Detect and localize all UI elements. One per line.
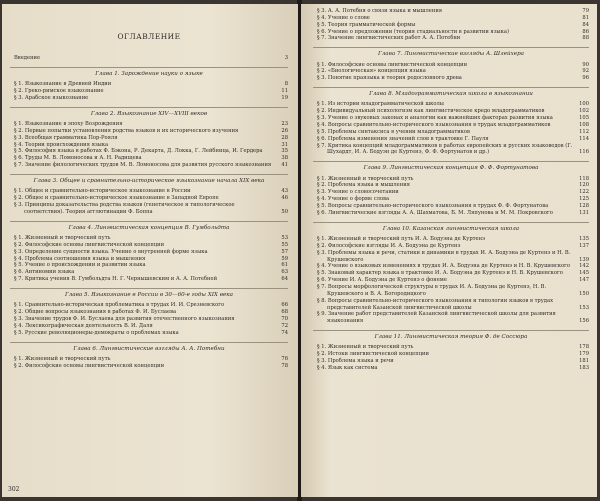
chapter-title: Глава 3. Общее и сравнительно-историческое языкознание начала XIX века (10, 174, 288, 185)
toc-entry (10, 235, 288, 242)
toc-entry-page: 84 (582, 21, 589, 28)
chapter-title: Глава 1. Зарождение науки о языке (10, 67, 288, 78)
toc-entry-page: 53 (281, 234, 288, 241)
toc-entry-text: § 1. Сравнительно-историческая проблематика в трудах И. И. Срезневского (14, 302, 225, 309)
chapter-title: Глава 11. Лингвистическая теория Ф. де Соссюра (313, 330, 589, 341)
toc-entry-text: § 7. Значение филологических трудов М. В. Ломоносова для развития русского языкознания (14, 162, 272, 169)
toc-entry-page: 43 (281, 188, 288, 195)
toc-entry (313, 365, 589, 372)
toc-entry-page: 26 (281, 127, 288, 134)
toc-entry-page: 63 (281, 269, 288, 276)
toc-entry-page: 72 (281, 322, 288, 329)
toc-entry-page: 8 (284, 81, 288, 88)
toc-entry (313, 122, 589, 129)
toc-entry (313, 250, 589, 264)
toc-entry (313, 284, 589, 298)
toc-entry-text: § 5. Философия языка в работах Ф. Бэкона, Р. Декарта, Д. Локка, Г. Лейбница, И. Гердера (14, 148, 263, 155)
toc-entry-page: 76 (281, 355, 288, 362)
toc-entry (313, 236, 589, 243)
toc-entry-page: 116 (579, 149, 589, 156)
toc-entry-page: 41 (281, 162, 288, 169)
chapter-title: Глава 5. Языкознание в России в 30—60-е годы XIX века (10, 288, 288, 299)
toc-entry (313, 35, 589, 42)
toc-entry (313, 15, 589, 22)
toc-entry-text: § 2. Философские основы лингвистической концепции (14, 362, 165, 369)
toc-entry-text: § 1. Философские основы лингвистической концепции (317, 61, 468, 68)
toc-entry-text: § 5. Знаковый характер языка в трактовке И. А. Бодуэна де Куртенэ и Н. В. Крушевского (317, 270, 563, 277)
toc-entry-text: § 1. Жизненный и творческий путь (317, 344, 414, 351)
toc-entry-page: 179 (579, 351, 589, 358)
toc-entry-page: 131 (579, 209, 589, 216)
toc-entry-text: § 1. Языкознание в эпоху Возрождения (14, 120, 123, 127)
page-number: 302 (8, 486, 20, 493)
toc-entry-page: 181 (579, 358, 589, 365)
toc-entry (10, 316, 288, 323)
toc-entry (313, 298, 589, 312)
toc-entry-page: 3 (284, 55, 288, 61)
toc-entry-text: § 3. Принципы доказательства родства языков (генетическое и типологическое соответствия). Теория агглютинации Ф. Боппа (14, 201, 235, 215)
toc-entry-text: § 1. Языкознание в Древней Индии (14, 81, 112, 88)
toc-entry-page: 150 (579, 290, 589, 297)
toc-entry-page: 57 (281, 248, 288, 255)
toc-entry-page: 68 (281, 309, 288, 316)
toc-entry-text: § 6. Лингвистические взгляды А. А. Шахматова, Б. М. Ляпунова и М. М. Покровского (317, 209, 553, 216)
toc-entry-page: 28 (281, 134, 288, 141)
chapter-title: Глава 9. Лингвистическая концепция Ф. Ф. Фортунатова (313, 161, 589, 172)
toc-entry (313, 277, 589, 284)
toc-entry-page: 135 (579, 235, 589, 242)
toc-entry (313, 203, 589, 210)
toc-entry-page: 64 (281, 276, 288, 283)
toc-entry (313, 143, 589, 157)
toc-entry-text: § 6. Труды М. В. Ломоносова и А. Н. Радищева (14, 155, 142, 162)
toc-entry (313, 243, 589, 250)
toc-entry-text: § 3. Всеобщая грамматика Пор-Рояля (14, 134, 118, 141)
toc-entry-page: 31 (281, 141, 288, 148)
chapter-title: Глава 8. Младограмматическая школа в языкознании (313, 87, 589, 98)
chapter-title: Глава 4. Лингвистическая концепция В. Гумбольдта (10, 221, 288, 232)
toc-entry-text: § 1. Жизненный и творческий путь (14, 234, 111, 241)
toc-entry (10, 309, 288, 316)
toc-entry-page: 139 (579, 256, 589, 263)
toc-entry-text: § 1. Жизненный и творческий путь (317, 175, 414, 182)
toc-entry-page: 145 (579, 270, 589, 277)
toc-entry (10, 256, 288, 263)
toc-entry (313, 358, 589, 365)
toc-entry-text: § 3. Арабское языкознание (14, 94, 89, 101)
toc-entry-page: 81 (582, 14, 589, 21)
toc-entry-text: § 2. Истоки лингвистической концепции (317, 351, 429, 358)
left-page (2, 4, 298, 497)
toc-entry (313, 263, 589, 270)
toc-entry-page: 156 (579, 318, 589, 325)
toc-entry (313, 210, 589, 217)
toc-entry-page: 38 (281, 155, 288, 162)
toc-entry (10, 162, 288, 169)
toc-entry (10, 121, 288, 128)
toc-entry-text: § 5. Проблемы синтаксиса в учении младограмматиков (317, 128, 470, 135)
toc-entry-text: § 7. Вопросы морфологической структуры в трудах И. А. Бодуэна де Куртенэ, Н. В. Крушевского и В. А. Богородицкого (317, 283, 547, 297)
right-top-entries (313, 8, 589, 42)
toc-entry-text: § 2. «Биологическая» концепция языка (317, 68, 426, 75)
toc-entry-page: 142 (579, 263, 589, 270)
toc-entry-text: § 2. Проблема языка и мышления (317, 182, 410, 189)
toc-entry-page: 114 (579, 135, 589, 142)
toc-entry-text: § 6. Учение о предложении (теория стадиальности в развитии языка) (317, 28, 510, 35)
toc-entry-text: § 2. Общие вопросы языкознания в работах Ф. И. Буслаева (14, 309, 177, 316)
toc-entry-text: § 3. А. А. Потебня о связи языка и мышления (317, 8, 443, 14)
toc-entry-text: § 3. Значение трудов Ф. И. Буслаева для развития отечественного языкознания (14, 315, 235, 322)
toc-entry-text: § 2. Общее и сравнительно-историческое языкознание в Западной Европе (14, 195, 219, 202)
toc-entry (10, 242, 288, 249)
toc-entry-text: § 1. Общее и сравнительно-историческое языкознание в России (14, 188, 191, 195)
chapter-title: Глава 6. Лингвистические взгляды А. А. Потебни (10, 342, 288, 353)
toc-entry-page: 11 (281, 87, 288, 94)
toc-entry-page: 102 (579, 108, 589, 115)
toc-entry (10, 88, 288, 95)
toc-entry-page: 178 (579, 344, 589, 351)
toc-entry (10, 363, 288, 370)
toc-entry-text: § 6. Проблема изменения значений слов в трактовке Г. Пауля (317, 135, 489, 142)
toc-entry-text: § 2. Первые попытки установления родства языков и их исторического изучения (14, 127, 239, 134)
toc-entry-text: § 3. Понятие праязыка и теория родословного древа (317, 75, 462, 82)
chapter-title: Глава 7. Лингвистические взгляды А. Шлейхера (313, 47, 589, 58)
toc-entry (313, 8, 589, 15)
toc-entry-page: 66 (281, 302, 288, 309)
toc-entry (10, 356, 288, 363)
left-toc (10, 67, 288, 370)
toc-entry-page: 35 (281, 148, 288, 155)
toc-entry-text: § 7. Критика концепций младограмматиков в работах европейских и русских языковедов (Г. Шухардт, И. А. Бодуэн де Куртенэ, Ф. Ф. Фортунатов и др.) (317, 142, 573, 156)
toc-entry (313, 196, 589, 203)
toc-entry-page: 112 (579, 128, 589, 135)
chapter-title: Глава 10. Казанская лингвистическая школа (313, 222, 589, 233)
toc-entry-page: 78 (281, 362, 288, 369)
toc-entry-page: 55 (281, 241, 288, 248)
toc-entry (10, 55, 288, 62)
page-heading: ОГЛАВЛЕНИЕ (117, 32, 181, 41)
toc-entry-text: § 7. Критика учения В. Гумбольдта Н. Г. Чернышевским и А. А. Потебней (14, 276, 218, 283)
toc-entry-page: 96 (582, 75, 589, 82)
toc-entry-page: 183 (579, 364, 589, 371)
toc-entry-page: 46 (281, 195, 288, 202)
toc-entry-page: 23 (281, 120, 288, 127)
toc-entry (313, 101, 589, 108)
toc-entry-page: 86 (582, 28, 589, 35)
toc-entry (313, 62, 589, 69)
toc-entry-page: 122 (579, 189, 589, 196)
toc-entry-text: § 2. Философские основы лингвистической концепции (14, 241, 165, 248)
toc-entry-page: 108 (579, 121, 589, 128)
toc-entry-page: 70 (281, 315, 288, 322)
toc-entry-page: 74 (281, 329, 288, 336)
toc-entry (313, 182, 589, 189)
toc-entry-page: 50 (281, 208, 288, 215)
right-page (301, 4, 597, 497)
toc-entry (313, 68, 589, 75)
toc-entry (10, 330, 288, 337)
toc-entry-page: 147 (579, 277, 589, 284)
toc-entry-text: § 5. Учение о происхождении и развитии языка (14, 262, 146, 269)
toc-entry-text: § 1. Жизненный и творческий путь И. А. Бодуэна де Куртенэ (317, 235, 485, 242)
toc-entry-text: § 1. Из истории младограмматической школы (317, 101, 444, 108)
toc-entry (313, 22, 589, 29)
toc-entry-text: § 3. Учение о словосочетании (317, 189, 399, 196)
toc-entry-text: § 4. Проблема соотношения языка и мышления (14, 255, 146, 262)
toc-entry (313, 115, 589, 122)
toc-entry-page: 137 (579, 242, 589, 249)
toc-entry-text: § 9. Значение работ представителей Казанской лингвистической школы для развития языкознания (317, 311, 556, 325)
toc-entry-text: § 8. Вопросы сравнительно-исторического языкознания и типологии языков в трудах представителей Казанской лингвистической школы (317, 297, 554, 311)
toc-entry-text: § 6. Антиномии языка (14, 269, 75, 276)
toc-entry (10, 128, 288, 135)
toc-entry (10, 195, 288, 202)
toc-entry (10, 323, 288, 330)
toc-entry-text: § 4. Теории происхождения языка (14, 141, 109, 148)
toc-entry-text: § 2. Философские взгляды И. А. Бодуэна де Куртенэ (317, 242, 461, 249)
toc-entry-text: § 5. Вопросы сравнительно-исторического языкознания в трудах Ф. Ф. Фортунатова (317, 202, 549, 209)
toc-entry-text: § 5. Теория грамматической формы (317, 21, 416, 28)
toc-entry-page: 88 (582, 35, 589, 42)
toc-entry-text: § 2. Индивидуальный психологизм как лингвистическое кредо младограмматиков (317, 108, 545, 115)
toc-entry-text: § 3. Учение о звуковых законах и аналогии как важнейших факторах развития языка (317, 115, 553, 122)
toc-entry-text: § 4. Учение о языковых изменениях в трудах И. А. Бодуэна де Куртенэ и Н. В. Крушевского (317, 263, 571, 270)
toc-entry-text: § 4. Вопросы сравнительно-исторического языкознания в трудах младограмматиков (317, 121, 551, 128)
right-toc (313, 47, 589, 372)
toc-entry (10, 148, 288, 155)
toc-entry (313, 129, 589, 136)
toc-entry-page: 100 (579, 101, 589, 108)
toc-entry-page: 61 (281, 262, 288, 269)
toc-entry-text: § 4. Учение о форме слова (317, 196, 390, 203)
toc-entry-text: § 5. Русские революционеры-демократы о проблемах языка (14, 329, 179, 336)
toc-entry-text: § 7. Значение лингвистических работ А. А. Потебни (317, 35, 461, 42)
toc-entry-text: § 4. Учение о слове (317, 14, 370, 21)
toc-entry-text: § 6. Учение И. А. Бодуэна де Куртенэ о фонеме (317, 277, 447, 284)
toc-entry-text: § 2. Греко-римское языкознание (14, 87, 104, 94)
toc-entry (10, 262, 288, 269)
toc-entry-text: § 1. Жизненный и творческий путь (14, 355, 111, 362)
toc-entry (313, 311, 589, 325)
toc-entry-page: 79 (582, 8, 589, 14)
toc-entry-page: 153 (579, 304, 589, 311)
toc-entry (10, 135, 288, 142)
toc-entry-text: Введение (14, 55, 41, 61)
toc-entry (313, 75, 589, 82)
toc-entry-page: 19 (281, 94, 288, 101)
toc-entry-text: § 4. Язык как система (317, 364, 378, 371)
toc-entry-text: § 3. Проблемы языка и речи, статики и динамики в трудах И. А. Бодуэна де Куртенэ и Н. В. Крушевского (317, 249, 571, 263)
toc-entry (10, 95, 288, 102)
toc-entry-text: § 3. Проблема языка и речи (317, 358, 394, 365)
toc-entry-text: § 3. Определение сущности языка. Учение о внутренней форме языка (14, 248, 208, 255)
toc-entry-page: 128 (579, 202, 589, 209)
toc-entry-page: 92 (582, 68, 589, 75)
toc-entry-page: 125 (579, 196, 589, 203)
toc-entry (313, 344, 589, 351)
toc-entry-page: 90 (582, 61, 589, 68)
toc-entry-page: 118 (579, 175, 589, 182)
toc-entry (10, 276, 288, 283)
toc-entry-page: 105 (579, 115, 589, 122)
toc-entry (10, 249, 288, 256)
chapter-title: Глава 2. Языкознание XIV—XVIII веков (10, 107, 288, 118)
toc-entry (10, 202, 288, 216)
toc-entry-page: 120 (579, 182, 589, 189)
toc-entry (313, 136, 589, 143)
toc-entry-text: § 4. Лексикографическая деятельность В. И. Даля (14, 322, 153, 329)
toc-entry (10, 81, 288, 88)
toc-entry-page: 59 (281, 255, 288, 262)
